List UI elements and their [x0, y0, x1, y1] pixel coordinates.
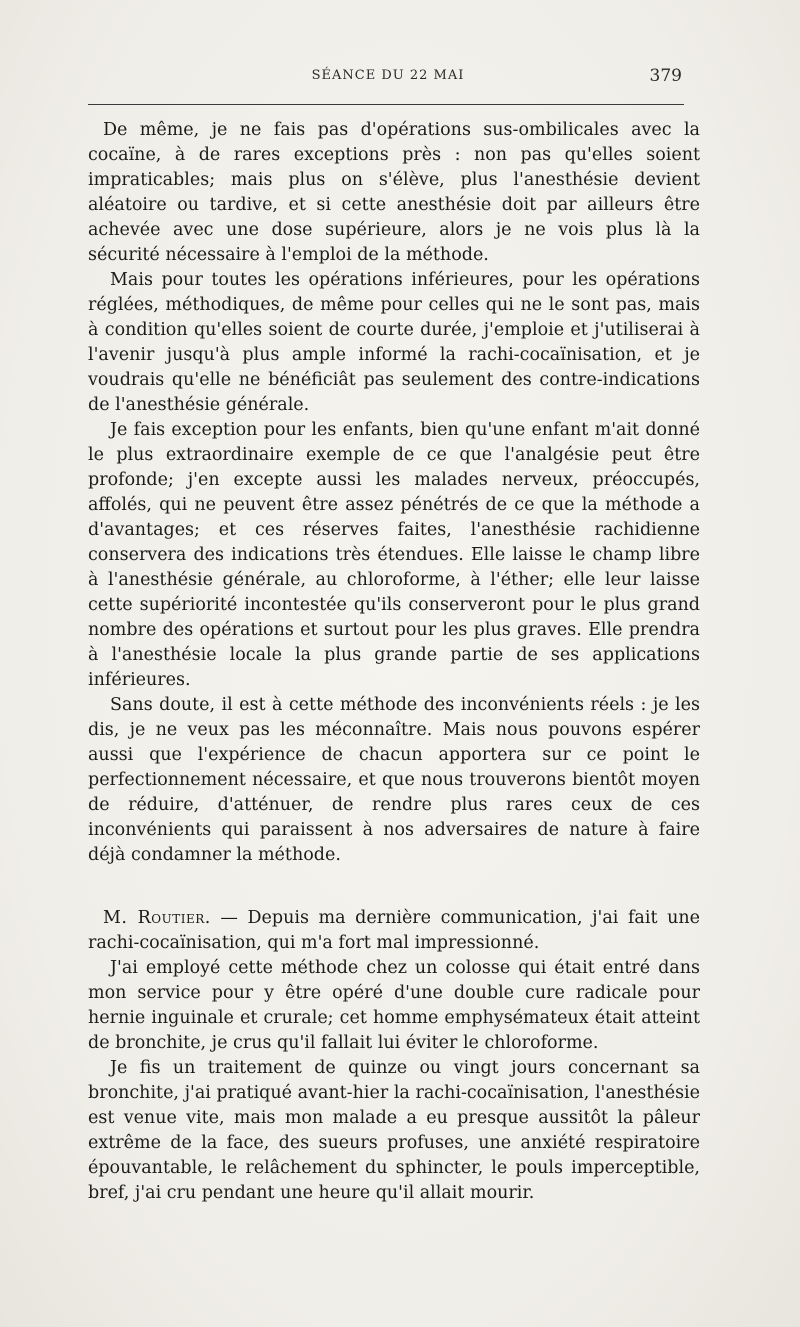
paragraph: Je fis un traitement de quinze ou vingt jours concernant sa bronchite, j'ai pratiqué avant-hier la rachi-cocaïnisation, l'anesthésie est venue vite, mais mon malade a eu presque aussitôt la pâleur extrême de la face, des sueurs profuses, une anxiété respiratoire épouvantable, le relâchement du sphincter, le pouls imperceptible, bref, j'ai cru pendant une heure qu'il allait mourir. — [88, 1058, 700, 1203]
running-head — [88, 66, 688, 88]
header-rule — [88, 104, 684, 105]
speaker-name: M. Routier. — [103, 908, 211, 928]
speaker-paragraph — [88, 906, 700, 956]
paragraph: De même, je ne fais pas d'opérations sus-ombilicales avec la cocaïne, à de rares exceptions près : non pas qu'elles soient impraticables; mais plus on s'élève, plus l'anesthésie devient aléatoire ou tardive, et si cette anesthésie doit par ailleurs être achevée avec une dose supérieure, alors je ne vois plus là la sécurité nécessaire à l'emploi de la méthode. — [88, 120, 700, 265]
paragraph: Sans doute, il est à cette méthode des inconvénients réels : je les dis, je ne veux pas les méconnaître. Mais nous pouvons espérer aussi que l'expérience de chacun apportera sur ce point le perfectionnement nécessaire, et que nous trouverons bientôt moyen de réduire, d'atténuer, de rendre plus rares ceux de ces inconvénients qui paraissent à nos adversaires de nature à faire déjà condamner la méthode. — [88, 695, 700, 865]
routier-communication — [88, 906, 700, 1206]
discussion-continuation — [88, 118, 700, 868]
paragraph: J'ai employé cette méthode chez un colosse qui était entré dans mon service pour y être opéré d'une double cure radicale pour hernie inguinale et crurale; cet homme emphysémateux était atteint de bronchite, je crus qu'il fallait lui éviter le chloroforme. — [88, 958, 700, 1053]
page-number: 379 — [649, 66, 682, 86]
paragraph: Mais pour toutes les opérations inférieures, pour les opérations réglées, méthodiques, de même pour celles qui ne le sont pas, mais à condition qu'elles soient de courte durée, j'emploie et j'utiliserai à l'avenir jusqu'à plus ample informé la rachi-cocaïnisation, et je voudrais qu'elle ne bénéficiât pas seulement des contre-indications de l'anesthésie générale. — [88, 270, 700, 415]
speaker-statement: — Depuis ma dernière communication, j'ai fait une rachi-cocaïnisation, qui m'a fort mal impressionné. — [88, 908, 700, 953]
paragraph: Je fais exception pour les enfants, bien qu'une enfant m'ait donné le plus extraordinaire exemple de ce que l'analgésie peut être profonde; j'en excepte aussi les malades nerveux, préoccupés, affolés, qui ne peuvent être assez pénétrés de ce que la méthode a d'avantages; et ces réserves faites, l'anesthésie rachidienne conservera des indications très étendues. Elle laisse le champ libre à l'anesthésie générale, au chloroforme, à l'éther; elle leur laisse cette supériorité incontestée qu'ils conserveront pour le plus grand nombre des opérations et surtout pour les plus graves. Elle prendra à l'anesthésie locale la plus grande partie de ses applications inférieures. — [88, 420, 700, 690]
running-title: SÉANCE DU 22 MAI — [311, 68, 465, 83]
